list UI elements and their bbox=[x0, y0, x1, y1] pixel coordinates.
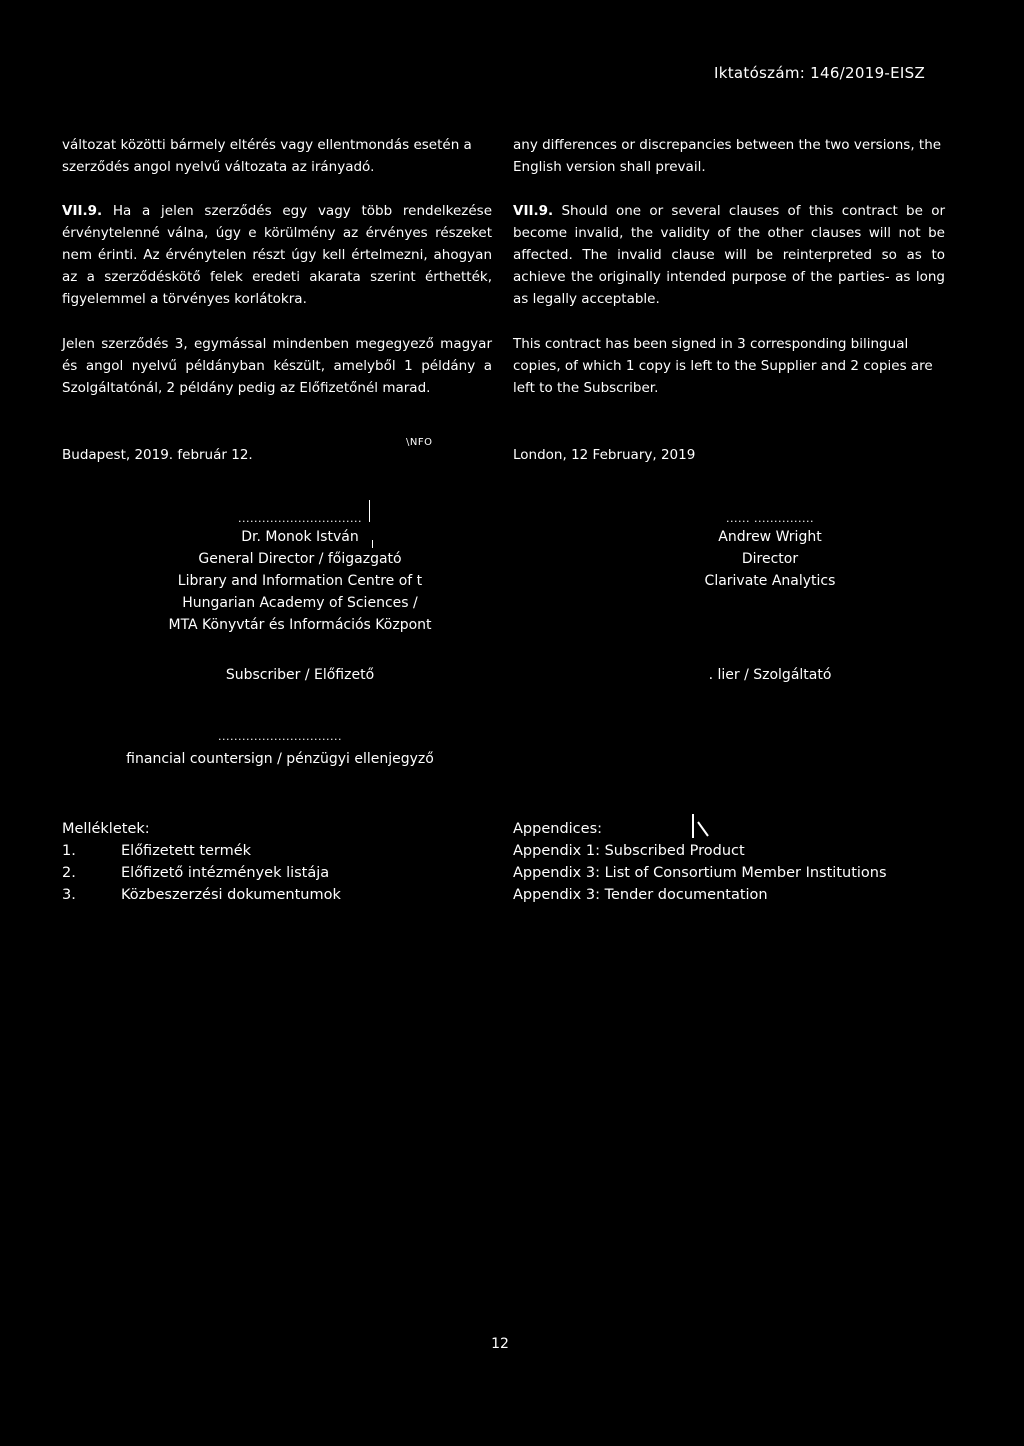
list-item: Appendix 3: List of Consortium Member Institutions bbox=[513, 865, 887, 881]
copies-text: Jelen szerződés 3, egymással mindenben megegyező magyar és angol nyelvű példányban készült, amelyből 1 példány a Szolgáltatónál, 2 példány pedig az Előfizetőnél marad. bbox=[62, 336, 492, 396]
appendices-list-hu bbox=[62, 818, 341, 906]
left-intro-text: változat közötti bármely eltérés vagy ellentmondás esetén a szerződés angol nyelvű változata az irányadó. bbox=[62, 137, 472, 175]
left-date-place: Budapest, 2019. február 12. bbox=[62, 447, 253, 463]
countersign-label: financial countersign / pénzügyi ellenjegyző bbox=[126, 751, 434, 767]
left-clause-vii9 bbox=[62, 200, 492, 310]
organization-line-2: Hungarian Academy of Sciences / bbox=[182, 595, 418, 611]
right-copies-paragraph bbox=[513, 333, 945, 399]
clause-number: VII.9. bbox=[62, 203, 103, 219]
item-number: 2. bbox=[62, 865, 76, 881]
organization-line-3: MTA Könyvtár és Információs Központ bbox=[168, 617, 432, 633]
clause-text: Should one or several clauses of this contract be or become invalid, the validity of the other clauses will not be affected. The invalid clause will be reinterpreted so as to achieve the originally intended purpose of the parties- as long as legally acceptable. bbox=[513, 203, 946, 307]
organization-line-1: Library and Information Centre of t bbox=[177, 573, 423, 589]
financial-countersign-block bbox=[80, 730, 480, 770]
signatory-title: General Director / főigazgató bbox=[198, 551, 402, 567]
item-number: 1. bbox=[62, 843, 76, 859]
list-item bbox=[62, 840, 341, 862]
left-copies-paragraph bbox=[62, 333, 492, 399]
item-number: 3. bbox=[62, 887, 76, 903]
list-item: Appendix 3: Tender documentation bbox=[513, 887, 768, 903]
signatory-title: Director bbox=[741, 551, 799, 567]
appendices-title: Mellékletek: bbox=[62, 821, 150, 837]
stamp-fragment: \NFO bbox=[406, 437, 433, 448]
appendices-title: Appendices: bbox=[513, 821, 603, 837]
item-text: Közbeszerzési dokumentumok bbox=[121, 887, 341, 903]
clause-number: VII.9. bbox=[513, 203, 554, 219]
clause-text: Ha a jelen szerződés egy vagy több rendelkezése érvénytelenné válna, úgy e körülmény az érvényes részeket nem érinti. Az érvénytelen részt úgy kell értelmezni, ahogyan az a szerződéskötő felek eredeti akarata szerint érthették, figyelemmel a törvényes korlátokra. bbox=[62, 203, 493, 307]
supplier-role: . lier / Szolgáltató bbox=[708, 667, 832, 683]
supplier-signature-block bbox=[600, 512, 940, 592]
right-clause-vii9 bbox=[513, 200, 945, 310]
organization-name: Clarivate Analytics bbox=[704, 573, 836, 589]
subscriber-signature-block bbox=[120, 512, 480, 636]
signatory-name: Andrew Wright bbox=[718, 529, 822, 545]
signatory-name: Dr. Monok István bbox=[241, 529, 359, 545]
left-intro bbox=[62, 134, 492, 178]
right-intro-text: any differences or discrepancies between the two versions, the English version shall prevail. bbox=[513, 137, 942, 175]
right-intro bbox=[513, 134, 945, 178]
item-text: Előfizető intézmények listája bbox=[121, 865, 330, 881]
list-item bbox=[62, 884, 341, 906]
item-text: Előfizetett termék bbox=[121, 843, 252, 859]
list-item: Appendix 1: Subscribed Product bbox=[513, 843, 745, 859]
document-reference-number: Iktatószám: 146/2019-EISZ bbox=[714, 64, 926, 82]
signature-line: ............................... bbox=[238, 512, 362, 525]
copies-text: This contract has been signed in 3 corresponding bilingual copies, of which 1 copy is left to the Supplier and 2 copies are left to the Subscriber. bbox=[513, 336, 933, 396]
appendices-list-en bbox=[513, 818, 887, 906]
signature-line: ............................... bbox=[218, 730, 342, 743]
subscriber-role: Subscriber / Előfizető bbox=[225, 667, 375, 683]
signature-line: ...... ............... bbox=[726, 512, 814, 525]
list-item bbox=[62, 862, 341, 884]
page-number: 12 bbox=[491, 1336, 509, 1352]
right-date-place: London, 12 February, 2019 bbox=[513, 447, 696, 463]
